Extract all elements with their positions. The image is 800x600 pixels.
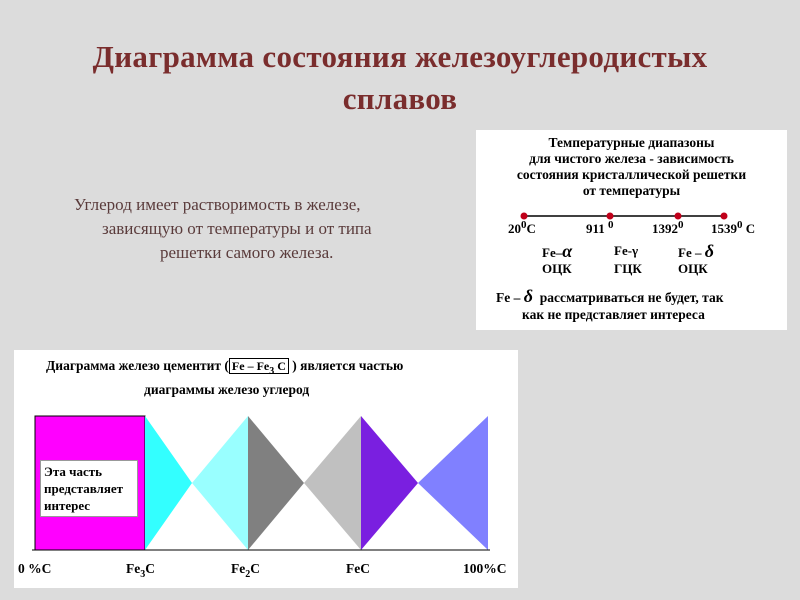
temperature-label-1539: 1539$^0$ C [711,219,756,236]
heading-line-2: для чистого железа - зависимость [529,151,734,166]
shape-cyan-right [192,416,248,550]
shape-periwinkle [418,416,488,550]
phase-gamma: Fe-γ ГЦК [614,243,642,276]
intro-text [74,193,434,265]
temperature-ranges-panel [476,130,787,330]
diagram-panel [14,350,518,588]
heading-line-3: состояния кристаллической решетки [516,167,747,182]
diagram-caption-line-1: Диаграмма железо цементит ( Fe – $Fe_3$ C ) является частью [46,358,404,377]
heading-line-4: от температуры [582,183,681,198]
intro-line-2: зависящую от температуры и от типа [102,219,372,238]
delta-note: Fe – δ рассматриваться не будет, так как не представляет интереса [496,286,724,322]
axis-label-0-percent: 0 %С [18,561,52,576]
heading-line-1: Температурные диапазоны [548,135,715,150]
axis-label-fe3c: $Fe_3C$ [126,561,155,580]
shape-gray-left [248,416,304,550]
title-line-2: сплавов [342,81,458,116]
interest-label: Эта часть представляет интерес [40,460,138,517]
slide-title [0,36,800,120]
temperature-label-20: $20^0C$ [508,219,536,236]
phase-alpha: Fe–α ОЦК [542,241,573,276]
diagram-caption-line-2: диаграммы железо углерод [144,382,310,397]
intro-line-3: решетки самого железа. [160,243,334,262]
intro-line-1: Углерод имеет растворимость в железе, [74,195,361,214]
shape-gray-right [304,416,361,550]
temperature-label-1392: 1392$^0$ [652,219,684,236]
axis-label-fe2c: $Fe_2C$ [231,561,260,580]
title-line-1: Диаграмма состояния железоуглеродистых [92,39,708,74]
shape-violet [361,416,418,550]
shape-cyan-left [145,416,192,550]
phase-delta: Fe – δ ОЦК [678,241,714,276]
axis-label-100-percent: 100%С [463,561,507,576]
temperature-marker-1539 [721,213,728,220]
temperature-label-911: 911 $^0$ [586,219,614,236]
axis-label-fec: FeC [346,561,370,576]
formula-box: Fe – $Fe_3$ C [229,358,289,374]
